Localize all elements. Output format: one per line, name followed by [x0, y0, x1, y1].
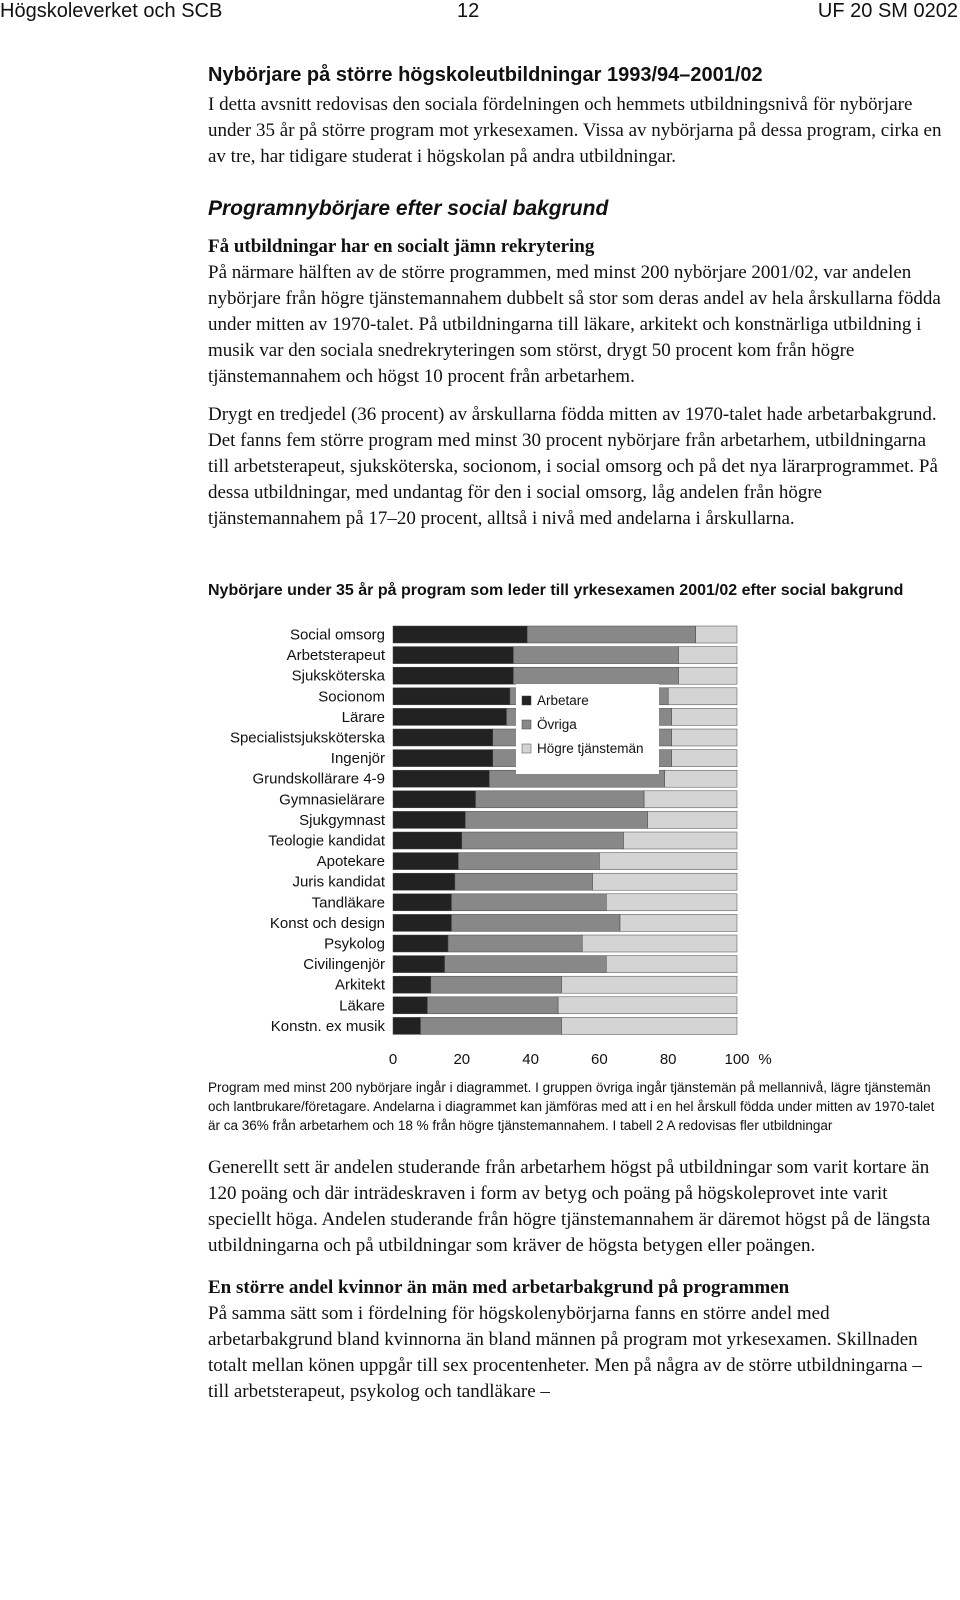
bar-sjuksköterska-series-0: [393, 667, 513, 684]
bar-konst-och-design-series-0: [393, 914, 451, 931]
category-label-socionom: Socionom: [318, 688, 385, 706]
bar-gymnasielärare-series-1: [476, 791, 645, 808]
bar-sjuksköterska-series-2: [679, 667, 737, 684]
x-tick-label-100: 100: [724, 1051, 750, 1068]
bar-civilingenjör-series-1: [445, 956, 607, 973]
legend-label-1: Övriga: [537, 717, 577, 732]
bar-apotekare-series-2: [599, 853, 737, 870]
bar-sjukgymnast-series-1: [465, 811, 647, 828]
bar-teologie-kandidat-series-2: [623, 832, 737, 849]
stacked-bar-chart: [0, 606, 960, 1072]
legend-label-0: Arbetare: [537, 693, 589, 708]
bar-social-omsorg-series-2: [696, 626, 737, 643]
bar-sjukgymnast-series-0: [393, 811, 465, 828]
legend-swatch-1: [522, 720, 531, 729]
x-tick-label-0: 0: [388, 1051, 398, 1068]
bar-läkare-series-1: [427, 997, 558, 1014]
legend-label-2: Högre tjänstemän: [537, 741, 644, 756]
page-header: [0, 0, 960, 24]
bar-psykolog-series-1: [448, 935, 582, 952]
bar-arbetsterapeut-series-2: [679, 647, 737, 664]
category-label-gymnasielärare: Gymnasielärare: [279, 791, 385, 809]
x-tick-label-80: 80: [659, 1051, 677, 1068]
bar-lärare-series-0: [393, 708, 507, 725]
bar-konstn-ex-musik-series-1: [421, 1017, 562, 1034]
legend-swatch-2: [522, 744, 531, 753]
bar-arkitekt-series-1: [431, 976, 562, 993]
bar-arbetsterapeut-series-0: [393, 647, 513, 664]
category-label-apotekare: Apotekare: [316, 853, 385, 871]
bar-juris-kandidat-series-0: [393, 873, 455, 890]
category-label-psykolog: Psykolog: [324, 935, 385, 953]
bar-specialistsjuksköterska-series-0: [393, 729, 493, 746]
body-paragraph-2: Drygt en tredjedel (36 procent) av årskullarna födda mitten av 1970-talet hade arbetarbakgrund. Det fanns fem större program med minst 30 procent nybörjare från arbetarhem, utbildningarna till arbetsterapeut, sjuksköterska, socionom, i social omsorg och på det nya lärarprogrammet. På dessa utbildningar, med undantag för den i social omsorg, låg andelen från högre tjänstemannahem på 17–20 procent, alltså i nivå med andelarna i årskullarna.: [208, 404, 938, 529]
category-label-konst-och-design: Konst och design: [269, 914, 385, 932]
category-label-sjukgymnast: Sjukgymnast: [299, 811, 385, 829]
legend-swatch-0: [522, 696, 531, 705]
page-number: 12: [457, 0, 480, 22]
bar-läkare-series-2: [558, 997, 737, 1014]
bar-tandläkare-series-0: [393, 894, 451, 911]
category-label-arbetsterapeut: Arbetsterapeut: [286, 647, 385, 665]
bar-arkitekt-series-0: [393, 976, 431, 993]
bar-grundskollärare-4-9-series-0: [393, 770, 489, 787]
bar-sjukgymnast-series-2: [648, 811, 737, 828]
body-paragraph-4: På samma sätt som i fördelning för högskolenybörjarna fanns en större andel med arbetarbakgrund bland kvinnorna än bland männen på program mot yrkesexamen. Skillnaden totalt mellan könen uppgår till sex procentenheter. Men på några av de större utbildningarna – till arbetsterapeut, psykolog och tandläkare –: [208, 1303, 922, 1402]
chart-figure: [208, 580, 946, 1135]
section-intro: I detta avsnitt redovisas den sociala fördelningen och hemmets utbildningsnivå för nybörjare under 35 år på större program mot yrkesexamen. Vissa av nybörjarna på dessa program, cirka en av tre, har tidigare studerat i högskolan på andra utbildningar.: [208, 94, 942, 167]
bar-juris-kandidat-series-2: [593, 873, 737, 890]
bar-arkitekt-series-2: [562, 976, 737, 993]
bar-läkare-series-0: [393, 997, 427, 1014]
bar-lärare-series-2: [672, 708, 737, 725]
body-paragraph-3: Generellt sett är andelen studerande från arbetarhem högst på utbildningar som varit kortare än 120 poäng och där inträdeskraven i form av betyg och poäng på högskoleprovet inte varit speciellt höga. Andelen studerande från högre tjänstemannahem är däremot högst på de längsta utbildningarna och på utbildningar som kräver de högsta betygen eller poängen.: [208, 1157, 931, 1256]
category-label-social-omsorg: Social omsorg: [289, 626, 385, 644]
bar-socionom-series-0: [393, 688, 510, 705]
category-label-grundskollärare-4-9: Grundskollärare 4-9: [252, 770, 385, 788]
category-label-konstn-ex-musik: Konstn. ex musik: [270, 1017, 385, 1035]
section-heading-gender: En större andel kvinnor än män med arbetarbakgrund på programmen: [208, 1277, 790, 1298]
bar-gymnasielärare-series-0: [393, 791, 476, 808]
report-id: UF 20 SM 0202: [817, 0, 958, 22]
category-label-teologie-kandidat: Teologie kandidat: [268, 832, 385, 850]
bar-ingenjör-series-0: [393, 750, 493, 767]
body-paragraph-1: På närmare hälften av de större programmen, med minst 200 nybörjare 2001/02, var andelen nybörjare från högre tjänstemannahem dubbelt så stor som deras andel av hela årskullarna födda under mitten av 1970-talet. På utbildningarna till läkare, arkitekt och konstnärliga utbildning i musik var den sociala snedrekryteringen som störst, drygt 50 procent kom från högre tjänstemannahem och högst 10 procent från arbetarhem.: [208, 262, 941, 387]
bar-grundskollärare-4-9-series-2: [665, 770, 737, 787]
bar-civilingenjör-series-2: [606, 956, 737, 973]
category-label-juris-kandidat: Juris kandidat: [292, 873, 385, 891]
bar-specialistsjuksköterska-series-2: [672, 729, 737, 746]
bar-apotekare-series-0: [393, 853, 458, 870]
x-tick-label-40: 40: [522, 1051, 539, 1068]
bar-apotekare-series-1: [458, 853, 599, 870]
bar-psykolog-series-0: [393, 935, 448, 952]
bar-arbetsterapeut-series-1: [513, 647, 678, 664]
x-tick-label-20: 20: [453, 1051, 471, 1068]
page-content: [208, 62, 946, 1405]
bar-tandläkare-series-1: [451, 894, 606, 911]
category-label-sjuksköterska: Sjuksköterska: [291, 667, 385, 685]
bar-social-omsorg-series-0: [393, 626, 527, 643]
bar-psykolog-series-2: [582, 935, 737, 952]
bar-ingenjör-series-2: [672, 750, 737, 767]
bar-social-omsorg-series-1: [527, 626, 696, 643]
chart-title: Nybörjare under 35 år på program som leder till yrkesexamen 2001/02 efter social bakgrund: [208, 582, 904, 599]
category-label-specialistsjuksköterska: Specialistsjuksköterska: [229, 729, 385, 747]
bar-socionom-series-2: [668, 688, 737, 705]
category-label-arkitekt: Arkitekt: [334, 976, 385, 994]
bar-teologie-kandidat-series-1: [462, 832, 624, 849]
chart-note: Program med minst 200 nybörjare ingår i diagrammet. I gruppen övriga ingår tjänstemän på mellannivå, lägre tjänstemän och lantbrukare/företagare. Andelarna i diagrammet kan jämföras med att i en hel årskull födda under mitten av 1970-talet är ca 36% från arbetarhem och 18 % från högre tjänstemannahem. I tabell 2 A redovisas fler utbildningar: [208, 1080, 935, 1133]
section-title: Nybörjare på större högskoleutbildningar 1993/94–2001/02: [208, 64, 763, 86]
bar-juris-kandidat-series-1: [455, 873, 593, 890]
bar-tandläkare-series-2: [606, 894, 737, 911]
subsection-title: Programnybörjare efter social bakgrund: [208, 197, 609, 220]
x-tick-label-60: 60: [591, 1051, 608, 1068]
bar-konst-och-design-series-1: [451, 914, 620, 931]
bar-teologie-kandidat-series-0: [393, 832, 462, 849]
bar-konstn-ex-musik-series-2: [562, 1017, 737, 1034]
category-label-lärare: Lärare: [341, 708, 385, 726]
subsection-heading: Få utbildningar har en socialt jämn rekrytering: [208, 236, 595, 257]
category-label-läkare: Läkare: [339, 997, 385, 1015]
bar-gymnasielärare-series-2: [644, 791, 737, 808]
bar-konst-och-design-series-2: [620, 914, 737, 931]
header-publisher: Högskoleverket och SCB: [0, 0, 223, 22]
bar-konstn-ex-musik-series-0: [393, 1017, 421, 1034]
x-axis-unit: %: [758, 1051, 772, 1068]
bar-sjuksköterska-series-1: [513, 667, 678, 684]
category-label-ingenjör: Ingenjör: [330, 750, 385, 768]
category-label-civilingenjör: Civilingenjör: [303, 956, 385, 974]
category-label-tandläkare: Tandläkare: [311, 894, 385, 912]
bar-civilingenjör-series-0: [393, 956, 445, 973]
